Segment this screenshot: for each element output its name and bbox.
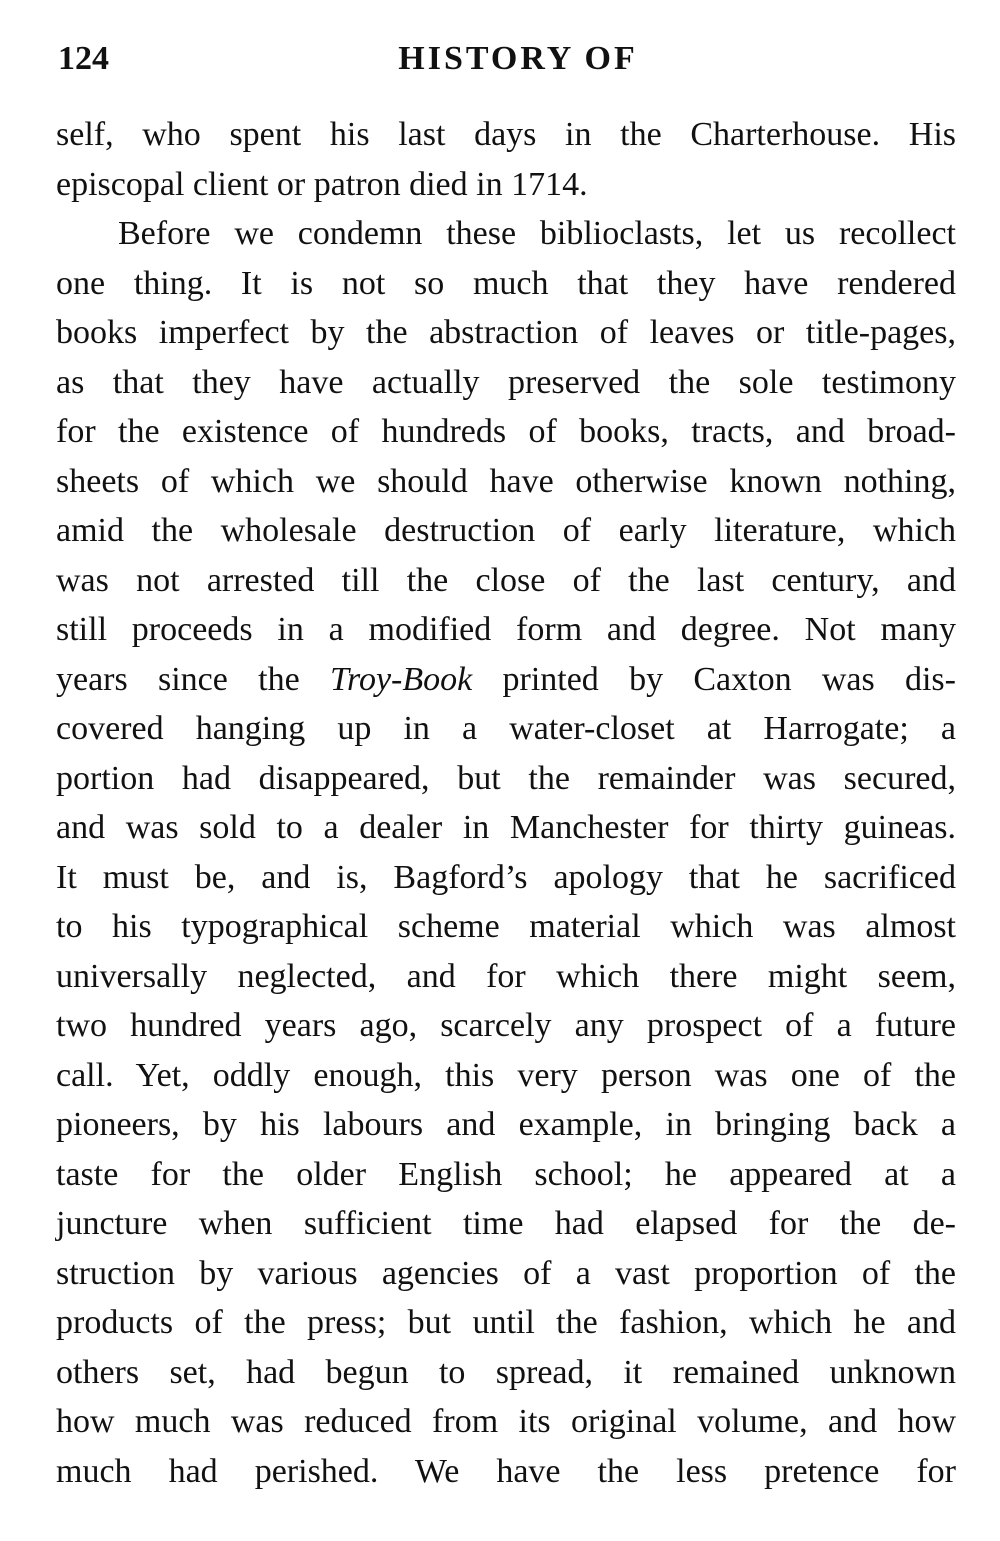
- text-line: It must be, and is, Bagford’s apology that he sacrificed: [56, 858, 956, 896]
- running-head: [58, 40, 958, 92]
- paragraph-continuation: [56, 110, 956, 209]
- text-line: two hundred years ago, scarcely any prospect of a future: [56, 1007, 956, 1044]
- text-body: [56, 110, 956, 1496]
- text-line: to his typographical scheme material which was almost: [56, 908, 956, 945]
- text-line-with-italic-title: [56, 655, 956, 705]
- line-text-before: years since the: [56, 660, 330, 698]
- text-line: sheets of which we should have otherwise known nothing,: [56, 462, 956, 500]
- paragraph-biblioclasts: [56, 209, 956, 1496]
- line-text-after: printed by Caxton was dis-: [472, 660, 956, 698]
- text-line: others set, had begun to spread, it remained unknown: [56, 1353, 956, 1391]
- text-line: much had perished. We have the less pretence for: [56, 1452, 956, 1490]
- text-line: juncture when sufficient time had elapsed for the de-: [56, 1205, 956, 1242]
- text-line: one thing. It is not so much that they have rendered: [56, 264, 956, 302]
- text-line: self, who spent his last days in the Charterhouse. His: [56, 116, 956, 153]
- text-line: call. Yet, oddly enough, this very person was one of the: [56, 1056, 956, 1094]
- text-line: products of the press; but until the fashion, which he and: [56, 1304, 956, 1341]
- text-line: episcopal client or patron died in 1714.: [56, 165, 588, 203]
- text-line: taste for the older English school; he appeared at a: [56, 1155, 956, 1193]
- text-line: struction by various agencies of a vast proportion of the: [56, 1254, 956, 1292]
- text-line: how much was reduced from its original volume, and how: [56, 1403, 956, 1440]
- text-line: still proceeds in a modified form and degree. Not many: [56, 611, 956, 648]
- text-line: pioneers, by his labours and example, in bringing back a: [56, 1106, 956, 1143]
- italic-book-title: Troy-Book: [329, 660, 473, 698]
- text-line: amid the wholesale destruction of early literature, which: [56, 512, 956, 549]
- text-line: covered hanging up in a water-closet at Harrogate; a: [56, 710, 956, 747]
- text-line: universally neglected, and for which there might seem,: [56, 957, 956, 995]
- page-number: 124: [58, 40, 109, 77]
- text-line: as that they have actually preserved the sole testimony: [56, 363, 956, 401]
- text-line: for the existence of hundreds of books, tracts, and broad-: [56, 413, 956, 450]
- text-line: Before we condemn these biblioclasts, let us recollect: [118, 215, 956, 252]
- text-line: portion had disappeared, but the remainder was secured,: [56, 759, 956, 797]
- text-line: and was sold to a dealer in Manchester for thirty guineas.: [56, 809, 956, 846]
- running-title: HISTORY OF: [398, 40, 638, 77]
- text-line: was not arrested till the close of the last century, and: [56, 561, 956, 599]
- text-line: books imperfect by the abstraction of leaves or title-pages,: [56, 314, 956, 351]
